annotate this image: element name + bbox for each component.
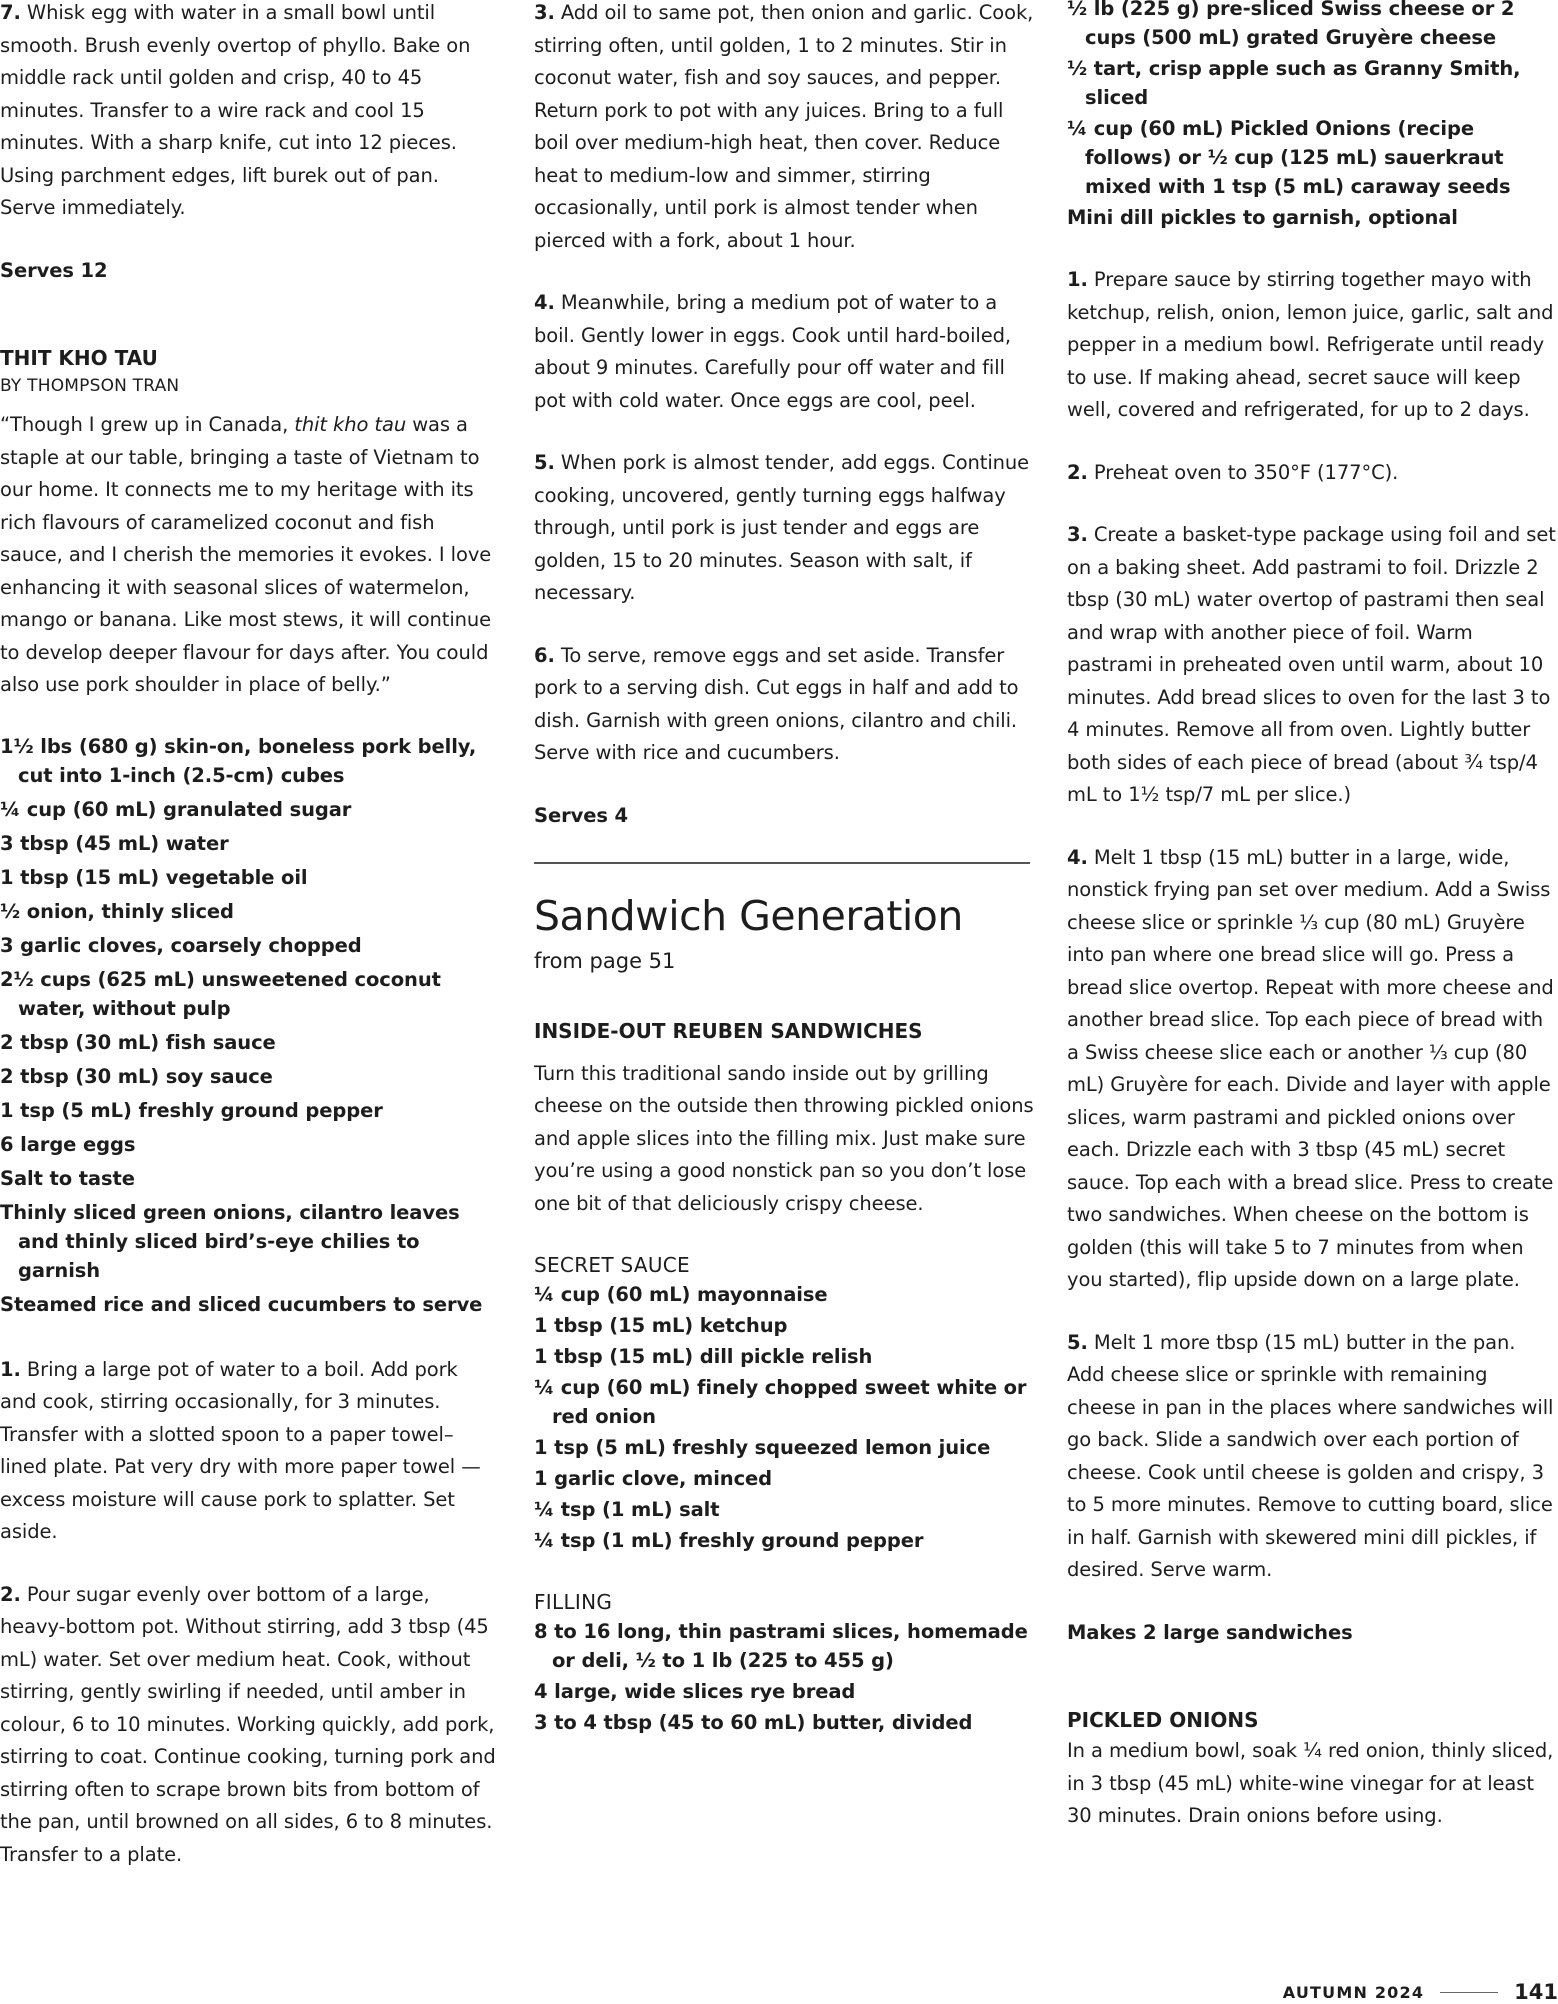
ingredient: ¼ cup (60 mL) granulated sugar bbox=[0, 797, 352, 821]
step-number: 4. bbox=[534, 291, 555, 314]
ingredient: ¼ cup (60 mL) Pickled Onions (recipe follows) or ½ cup (125 mL) sauerkraut mixed with 1 tsp (5 mL) caraway seeds bbox=[1067, 117, 1511, 198]
ingredient: 1 tbsp (15 mL) ketchup bbox=[534, 1314, 788, 1337]
pickled-onions-text: In a medium bowl, soak ¼ red onion, thinly sliced, in 3 tbsp (45 mL) white-wine vinegar for at least 30 minutes. Drain onions before using. bbox=[1067, 1739, 1554, 1827]
ingredient: 2 tbsp (30 mL) fish sauce bbox=[0, 1030, 276, 1054]
column-middle bbox=[534, 0, 1034, 1739]
column-left bbox=[0, 0, 500, 1871]
ingredient: 1½ lbs (680 g) skin-on, boneless pork belly, cut into 1-inch (2.5-cm) cubes bbox=[0, 734, 477, 787]
step-number: 5. bbox=[534, 451, 555, 474]
pickled-onions-title: PICKLED ONIONS bbox=[1067, 1708, 1259, 1732]
step-text: Bring a large pot of water to a boil. Add pork and cook, stirring occasionally, for 3 minutes. Transfer with a slotted spoon to a paper towel–lined plate. Pat very dry with more paper towel — excess moisture will cause pork to splatter. Set aside. bbox=[0, 1357, 481, 1543]
ingredient: 1 garlic clove, minced bbox=[534, 1467, 773, 1490]
makes-label: Makes 2 large sandwiches bbox=[1067, 1620, 1353, 1644]
step-number: 6. bbox=[534, 643, 555, 667]
ingredient: 3 tbsp (45 mL) water bbox=[0, 831, 229, 855]
step-number: 4. bbox=[1067, 845, 1088, 869]
step-5 bbox=[1067, 1327, 1558, 1587]
ingredient: Salt to taste bbox=[0, 1166, 135, 1190]
recipe-title: THIT KHO TAU bbox=[0, 346, 158, 370]
step-5 bbox=[534, 447, 1034, 610]
ingredient: Mini dill pickles to garnish, optional bbox=[1067, 206, 1458, 229]
step-text: Preheat oven to 350°F (177°C). bbox=[1093, 460, 1399, 484]
recipe-intro: Turn this traditional sando inside out by grilling cheese on the outside then throwing pickled onions and apple slices into the filling mix. Just make sure you’re using a good nonstick pan so you don’t lose one bit of that deliciously crispy cheese. bbox=[534, 1061, 1034, 1215]
ingredient: 1 tbsp (15 mL) dill pickle relish bbox=[534, 1345, 873, 1368]
serves-label: Serves 12 bbox=[0, 258, 108, 282]
recipe-title: INSIDE-OUT REUBEN SANDWICHES bbox=[534, 1018, 923, 1043]
ingredient: 8 to 16 long, thin pastrami slices, homemade or deli, ½ to 1 lb (225 to 455 g) bbox=[534, 1620, 1028, 1672]
step-2 bbox=[1067, 457, 1558, 490]
step-text: Whisk egg with water in a small bowl until smooth. Brush evenly overtop of phyllo. Bake on middle rack until golden and crisp, 40 to 45 minutes. Transfer to a wire rack and cool 15 minutes. With a sharp knife, cut into 12 pieces. Using parchment edges, lift burek out of pan. Serve immediately. bbox=[0, 1, 471, 219]
ingredient: ¼ cup (60 mL) finely chopped sweet white or red onion bbox=[534, 1376, 1027, 1428]
ingredient: ½ tart, crisp apple such as Granny Smith, sliced bbox=[1067, 57, 1521, 109]
step-text: Prepare sauce by stirring together mayo with ketchup, relish, onion, lemon juice, garlic, salt and pepper in a medium bowl. Refrigerate until ready to use. If making ahead, secret sauce will keep well, covered and refrigerated, for up to 2 days. bbox=[1067, 268, 1554, 421]
step-text: When pork is almost tender, add eggs. Continue cooking, uncovered, gently turning eggs halfway through, until pork is just tender and eggs are golden, 15 to 20 minutes. Season with salt, if necessary. bbox=[534, 451, 1030, 604]
step-3 bbox=[1067, 519, 1558, 812]
ingredient-list bbox=[0, 732, 500, 1319]
quote-italic: thit kho tau bbox=[294, 413, 407, 436]
ingredient: 1 tsp (5 mL) freshly ground pepper bbox=[0, 1098, 383, 1122]
page-number: 141 bbox=[1514, 1980, 1558, 2004]
step-6 bbox=[534, 640, 1034, 770]
filling-heading: FILLING bbox=[534, 1590, 613, 1614]
column-right bbox=[1067, 0, 1558, 1833]
step-text: Create a basket-type package using foil and set on a baking sheet. Add pastrami to foil. Drizzle 2 tbsp (30 mL) water overtop of pastrami then seal and wrap with another piece of foil. Warm pastrami in preheated oven until warm, about 10 minutes. Add bread slices to oven for the last 3 to 4 minutes. Remove all from oven. Lightly butter both sides of each piece of bread (about ¾ tsp/4 mL to 1½ tsp/7 mL per slice.) bbox=[1067, 523, 1556, 806]
sauce-heading: SECRET SAUCE bbox=[534, 1253, 690, 1277]
step-number: 1. bbox=[0, 1357, 21, 1381]
ingredient: ½ lb (225 g) pre-sliced Swiss cheese or 2 cups (500 mL) grated Gruyère cheese bbox=[1067, 0, 1515, 49]
ingredient-list bbox=[1067, 0, 1558, 232]
step-number: 3. bbox=[1067, 523, 1088, 546]
ingredient: ¼ tsp (1 mL) salt bbox=[534, 1498, 720, 1521]
step-4 bbox=[534, 287, 1034, 417]
step-1 bbox=[1067, 264, 1558, 427]
step-number: 2. bbox=[0, 1582, 21, 1606]
step-4 bbox=[1067, 842, 1558, 1297]
ingredient: 3 garlic cloves, coarsely chopped bbox=[0, 933, 362, 957]
serves-label: Serves 4 bbox=[534, 803, 628, 827]
step-text: Meanwhile, bring a medium pot of water to a boil. Gently lower in eggs. Cook until hard-boiled, about 9 minutes. Carefully pour off water and fill pot with cold water. Once eggs are cool, peel. bbox=[534, 291, 1011, 412]
step-text: To serve, remove eggs and set aside. Transfer pork to a serving dish. Cut eggs in half and add to dish. Garnish with green onions, cilantro and chili. Serve with rice and cucumbers. bbox=[534, 643, 1019, 764]
ingredient: ¼ cup (60 mL) mayonnaise bbox=[534, 1283, 828, 1306]
byline: BY THOMPSON TRAN bbox=[0, 376, 180, 396]
step-7 bbox=[0, 0, 500, 225]
quote-part: was a staple at our table, bringing a taste of Vietnam to our home. It connects me to my heritage with its rich flavours of caramelized coconut and fish sauce, and I cherish the memories it evokes. I love enhancing it with seasonal slices of watermelon, mango or banana. Like most stews, it will continue to develop deeper flavour for days after. You could also use pork shoulder in place of belly.” bbox=[0, 413, 492, 696]
ingredient: Steamed rice and sliced cucumbers to serve bbox=[0, 1292, 483, 1316]
ingredient: ¼ tsp (1 mL) freshly ground pepper bbox=[534, 1529, 924, 1552]
ingredient: 2½ cups (625 mL) unsweetened coconut water, without pulp bbox=[0, 967, 441, 1020]
step-number: 5. bbox=[1067, 1330, 1088, 1354]
step-number: 3. bbox=[534, 1, 555, 24]
footer-rule bbox=[1440, 1992, 1498, 1993]
page-footer bbox=[1283, 1980, 1558, 2004]
ingredient: 1 tbsp (15 mL) vegetable oil bbox=[0, 865, 308, 889]
ingredient: 4 large, wide slices rye bread bbox=[534, 1680, 856, 1703]
ingredient: 1 tsp (5 mL) freshly squeezed lemon juice bbox=[534, 1436, 991, 1459]
ingredient: ½ onion, thinly sliced bbox=[0, 899, 234, 923]
step-text: Melt 1 more tbsp (15 mL) butter in the pan. Add cheese slice or sprinkle with remaining cheese in pan in the places where sandwiches will go back. Slide a sandwich over each portion of cheese. Cook until cheese is golden and crispy, 3 to 5 more minutes. Remove to cutting board, slice in half. Garnish with skewered mini dill pickles, if desired. Serve warm. bbox=[1067, 1330, 1554, 1581]
step-text: Melt 1 tbsp (15 mL) butter in a large, wide, nonstick frying pan set over medium. Add a Swiss cheese slice or sprinkle ⅓ cup (80 mL) Gruyère into pan where one bread slice will go. Press a bread slice overtop. Repeat with more cheese and another bread slice. Top each piece of bread with a Swiss cheese slice each or another ⅓ cup (80 mL) Gruyère for each. Divide and layer with apple slices, warm pastrami and pickled onions over each. Drizzle each with 3 tbsp (45 mL) secret sauce. Top each with a bread slice. Press to create two sandwiches. When cheese on the bottom is golden (this will take 5 to 7 minutes from when you started), flip upside down on a large plate. bbox=[1067, 845, 1554, 1291]
filling-ingredient-list bbox=[534, 1617, 1034, 1737]
step-3 bbox=[534, 0, 1034, 257]
ingredient: Thinly sliced green onions, cilantro leaves and thinly sliced bird’s-eye chilies to garnish bbox=[0, 1200, 460, 1282]
ingredient: 6 large eggs bbox=[0, 1132, 136, 1156]
step-number: 7. bbox=[0, 1, 21, 24]
step-number: 1. bbox=[1067, 268, 1088, 291]
ingredient: 3 to 4 tbsp (45 to 60 mL) butter, divided bbox=[534, 1711, 973, 1734]
step-number: 2. bbox=[1067, 460, 1088, 484]
step-2 bbox=[0, 1579, 500, 1872]
section-divider bbox=[534, 862, 1030, 864]
step-1 bbox=[0, 1354, 500, 1549]
step-text: Add oil to same pot, then onion and garlic. Cook, stirring often, until golden, 1 to 2 minutes. Stir in coconut water, fish and soy sauces, and pepper. Return pork to pot with any juices. Bring to a full boil over medium-high heat, then cover. Reduce heat to medium-low and simmer, stirring occasionally, until pork is almost tender when pierced with a fork, about 1 hour. bbox=[534, 1, 1034, 252]
quote-part: “Though I grew up in Canada, bbox=[0, 413, 295, 436]
recipe-intro-quote bbox=[0, 409, 500, 702]
sauce-ingredient-list bbox=[534, 1280, 1034, 1555]
ingredient: 2 tbsp (30 mL) soy sauce bbox=[0, 1064, 273, 1088]
step-text: Pour sugar evenly over bottom of a large, heavy-bottom pot. Without stirring, add 3 tbsp (45 mL) water. Set over medium heat. Cook, without stirring, gently swirling if needed, until amber in colour, 6 to 10 minutes. Working quickly, add pork, stirring to coat. Continue cooking, turning pork and stirring often to scrape brown bits from bottom of the pan, until browned on all sides, 6 to 8 minutes. Transfer to a plate. bbox=[0, 1582, 496, 1866]
issue-label: AUTUMN 2024 bbox=[1282, 1982, 1425, 2002]
from-page: from page 51 bbox=[534, 948, 676, 973]
section-title: Sandwich Generation bbox=[534, 891, 963, 940]
